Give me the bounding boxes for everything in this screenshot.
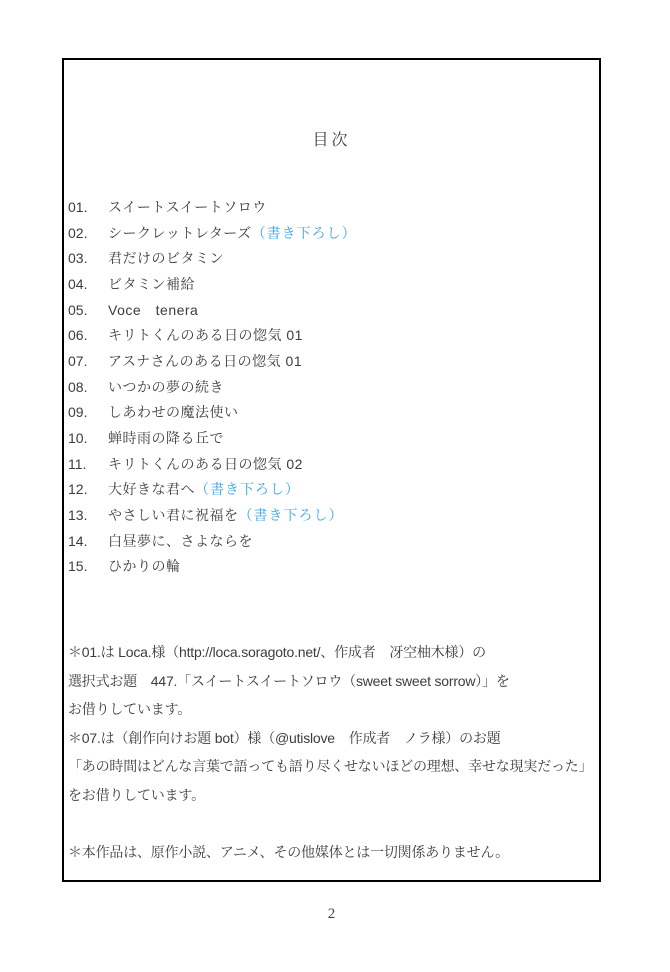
- footnote-line: をお借りしています。: [68, 786, 205, 803]
- toc-item: [68, 271, 595, 297]
- toc-item-number: 03.: [68, 250, 88, 267]
- toc-item-number: 12.: [68, 481, 88, 498]
- toc-border-box: [62, 58, 601, 882]
- toc-item-number: 09.: [68, 404, 88, 421]
- toc-item-number: 06.: [68, 327, 88, 344]
- toc-item: [68, 400, 595, 426]
- toc-item: [68, 245, 595, 271]
- toc-item: [68, 374, 595, 400]
- toc-item: [68, 502, 595, 528]
- footnote-line: 選択式お題 447.「スイートスイートソロウ（sweet sweet sorrow）」を: [68, 672, 510, 689]
- footnote-line: ＊07.は（創作向けお題 bot）様（@utislove 作成者 ノラ様）のお題: [68, 729, 501, 746]
- footnote-line: お借りしています。: [68, 701, 192, 717]
- toc-item-title: Voce tenera: [108, 301, 199, 318]
- toc-item-number: 05.: [68, 301, 88, 318]
- toc-item-title: やさしい君に祝福を: [108, 507, 239, 524]
- toc-item: [68, 425, 595, 451]
- toc-list: [68, 194, 595, 579]
- footnote-line: ＊本作品は、原作小説、アニメ、その他媒体とは一切関係ありません。: [68, 843, 509, 860]
- footnote-line: 「あの時間はどんな言葉で語っても語り尽くせないほどの理想、幸せな現実だった」: [68, 758, 593, 774]
- toc-item-title: いつかの夢の続き: [108, 378, 224, 395]
- toc-item-number: 07.: [68, 352, 88, 369]
- toc-item-title: 君だけのビタミン: [108, 250, 224, 267]
- toc-item-title: シークレットレターズ: [108, 224, 252, 241]
- toc-item: [68, 528, 595, 554]
- toc-item: [68, 322, 595, 348]
- toc-item-title: キリトくんのある日の惚気 02: [108, 455, 303, 472]
- toc-item: [68, 477, 595, 503]
- toc-item-number: 13.: [68, 507, 88, 524]
- toc-item-title: キリトくんのある日の惚気 01: [108, 327, 303, 344]
- footnote-line: ＊01.は Loca.様（http://loca.soragoto.net/、作成者 冴空柚木様）の: [68, 644, 486, 660]
- toc-item-note: （書き下ろし）: [195, 481, 300, 498]
- toc-item-number: 15.: [68, 558, 88, 575]
- toc-item: [68, 194, 595, 220]
- toc-item: [68, 297, 595, 323]
- toc-item-number: 02.: [68, 224, 88, 241]
- toc-item: [68, 451, 595, 477]
- toc-item-title: ひかりの輪: [108, 558, 181, 575]
- toc-item-number: 14.: [68, 532, 88, 549]
- toc-item-note: （書き下ろし）: [251, 224, 357, 241]
- toc-item-title: ビタミン補給: [108, 275, 195, 292]
- footnote-spacer: [68, 809, 597, 838]
- toc-item-number: 01.: [68, 198, 88, 215]
- toc-item: [68, 348, 595, 374]
- toc-item-title: 蝉時雨の降る丘で: [108, 430, 224, 447]
- toc-item-title: アスナさんのある日の惚気 01: [108, 352, 303, 369]
- toc-item-number: 10.: [68, 430, 88, 447]
- toc-item-title: スイートスイートソロウ: [108, 198, 267, 215]
- toc-item-number: 04.: [68, 275, 88, 292]
- toc-item-title: 白昼夢に、さよならを: [108, 532, 253, 549]
- page-number: 2: [327, 906, 336, 922]
- page-title: 目次: [312, 132, 351, 149]
- toc-item-title: しあわせの魔法使い: [108, 404, 239, 421]
- toc-item-note: （書き下ろし）: [238, 507, 344, 524]
- toc-item-number: 08.: [68, 378, 88, 395]
- toc-item-title: 大好きな君へ: [108, 481, 195, 498]
- footnotes: [68, 638, 597, 866]
- toc-item: [68, 554, 595, 580]
- toc-item-number: 11.: [68, 455, 87, 472]
- toc-item: [68, 220, 595, 246]
